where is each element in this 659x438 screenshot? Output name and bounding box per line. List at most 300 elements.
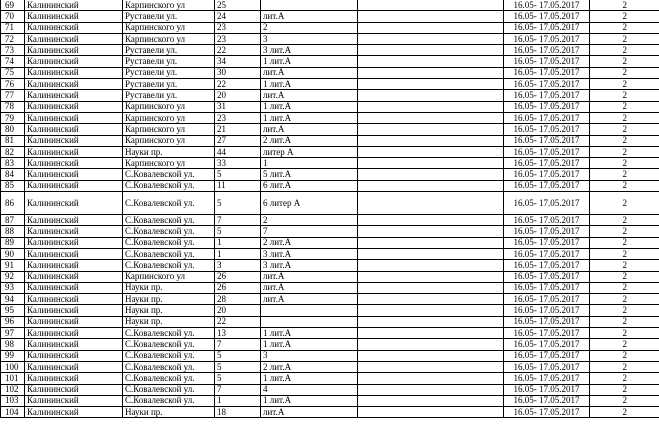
table-row (1, 237, 659, 248)
row-number: 71 (1, 22, 25, 33)
row-number: 69 (1, 0, 25, 11)
house-number-cell: 7 (215, 215, 261, 226)
building-letter-cell: лит.А (261, 294, 358, 305)
count-cell: 2 (590, 328, 659, 339)
empty-cell (358, 282, 504, 293)
empty-cell (358, 316, 504, 327)
empty-cell (358, 305, 504, 316)
street-cell: Карпинского ул (123, 158, 215, 169)
date-range-cell: 16.05- 17.05.2017 (504, 0, 590, 11)
row-number: 74 (1, 56, 25, 67)
table-row (1, 361, 659, 372)
building-letter-cell: 2 лит.А (261, 237, 358, 248)
row-number: 93 (1, 282, 25, 293)
building-letter-cell: 6 литер А (261, 192, 358, 215)
row-number: 76 (1, 79, 25, 90)
building-letter-cell: 3 (261, 350, 358, 361)
count-cell: 2 (590, 395, 659, 406)
count-cell: 2 (590, 248, 659, 259)
empty-cell (358, 11, 504, 22)
table-row (1, 350, 659, 361)
row-number: 83 (1, 158, 25, 169)
date-range-cell: 16.05- 17.05.2017 (504, 45, 590, 56)
house-number-cell: 5 (215, 373, 261, 384)
building-letter-cell: 1 лит.А (261, 79, 358, 90)
date-range-cell: 16.05- 17.05.2017 (504, 237, 590, 248)
count-cell: 2 (590, 316, 659, 327)
house-number-cell: 1 (215, 248, 261, 259)
district-cell: Калининский (25, 124, 123, 135)
house-number-cell: 3 (215, 260, 261, 271)
table-row (1, 226, 659, 237)
building-letter-cell: 3 (261, 33, 358, 44)
row-number: 89 (1, 237, 25, 248)
district-cell: Калининский (25, 339, 123, 350)
table-row (1, 146, 659, 157)
district-cell: Калининский (25, 11, 123, 22)
district-cell: Калининский (25, 22, 123, 33)
table-row (1, 22, 659, 33)
building-letter-cell (261, 305, 358, 316)
building-letter-cell: 4 (261, 384, 358, 395)
date-range-cell: 16.05- 17.05.2017 (504, 90, 590, 101)
street-cell: С.Ковалевской ул. (123, 328, 215, 339)
district-cell: Калининский (25, 158, 123, 169)
table-row (1, 328, 659, 339)
row-number: 96 (1, 316, 25, 327)
house-number-cell: 31 (215, 101, 261, 112)
district-cell: Калининский (25, 33, 123, 44)
count-cell: 2 (590, 101, 659, 112)
table-row (1, 373, 659, 384)
district-cell: Калининский (25, 305, 123, 316)
count-cell: 2 (590, 407, 659, 418)
count-cell: 2 (590, 260, 659, 271)
count-cell: 2 (590, 146, 659, 157)
count-cell: 2 (590, 112, 659, 123)
house-number-cell: 1 (215, 237, 261, 248)
empty-cell (358, 350, 504, 361)
building-letter-cell: 1 лит.А (261, 339, 358, 350)
house-number-cell: 24 (215, 11, 261, 22)
street-cell: Карпинского ул (123, 135, 215, 146)
empty-cell (358, 361, 504, 372)
row-number: 84 (1, 169, 25, 180)
table-row (1, 192, 659, 215)
house-number-cell: 13 (215, 328, 261, 339)
date-range-cell: 16.05- 17.05.2017 (504, 328, 590, 339)
district-cell: Калининский (25, 271, 123, 282)
row-number: 78 (1, 101, 25, 112)
empty-cell (358, 226, 504, 237)
count-cell: 2 (590, 56, 659, 67)
house-number-cell: 34 (215, 56, 261, 67)
house-number-cell: 7 (215, 339, 261, 350)
district-cell: Калининский (25, 237, 123, 248)
street-cell: Науки пр. (123, 294, 215, 305)
row-number: 85 (1, 180, 25, 191)
count-cell: 2 (590, 339, 659, 350)
empty-cell (358, 67, 504, 78)
row-number: 81 (1, 135, 25, 146)
house-number-cell: 25 (215, 0, 261, 11)
district-cell: Калининский (25, 361, 123, 372)
count-cell: 2 (590, 22, 659, 33)
building-letter-cell: лит.А (261, 11, 358, 22)
house-number-cell: 28 (215, 294, 261, 305)
table-row (1, 248, 659, 259)
street-cell: С.Ковалевской ул. (123, 373, 215, 384)
date-range-cell: 16.05- 17.05.2017 (504, 146, 590, 157)
empty-cell (358, 373, 504, 384)
district-cell: Калининский (25, 0, 123, 11)
district-cell: Калининский (25, 101, 123, 112)
row-number: 97 (1, 328, 25, 339)
table-row (1, 407, 659, 418)
date-range-cell: 16.05- 17.05.2017 (504, 56, 590, 67)
street-cell: Карпинского ул (123, 101, 215, 112)
building-letter-cell: 1 лит.А (261, 328, 358, 339)
row-number: 86 (1, 192, 25, 215)
date-range-cell: 16.05- 17.05.2017 (504, 192, 590, 215)
house-number-cell: 20 (215, 305, 261, 316)
count-cell: 2 (590, 79, 659, 90)
date-range-cell: 16.05- 17.05.2017 (504, 226, 590, 237)
empty-cell (358, 407, 504, 418)
street-cell: Науки пр. (123, 305, 215, 316)
date-range-cell: 16.05- 17.05.2017 (504, 33, 590, 44)
building-letter-cell: 3 лит.А (261, 248, 358, 259)
building-letter-cell: 6 лит.А (261, 180, 358, 191)
street-cell: Карпинского ул (123, 124, 215, 135)
date-range-cell: 16.05- 17.05.2017 (504, 282, 590, 293)
empty-cell (358, 90, 504, 101)
table-row (1, 101, 659, 112)
row-number: 102 (1, 384, 25, 395)
date-range-cell: 16.05- 17.05.2017 (504, 260, 590, 271)
street-cell: С.Ковалевской ул. (123, 248, 215, 259)
date-range-cell: 16.05- 17.05.2017 (504, 373, 590, 384)
building-letter-cell: 7 (261, 226, 358, 237)
count-cell: 2 (590, 169, 659, 180)
count-cell: 2 (590, 135, 659, 146)
building-letter-cell: лит.А (261, 124, 358, 135)
house-number-cell: 21 (215, 124, 261, 135)
house-number-cell: 7 (215, 384, 261, 395)
table-row (1, 305, 659, 316)
row-number: 92 (1, 271, 25, 282)
house-number-cell: 30 (215, 67, 261, 78)
empty-cell (358, 0, 504, 11)
empty-cell (358, 294, 504, 305)
district-cell: Калининский (25, 112, 123, 123)
table-row (1, 316, 659, 327)
district-cell: Калининский (25, 169, 123, 180)
building-letter-cell: 1 (261, 158, 358, 169)
district-cell: Калининский (25, 90, 123, 101)
building-letter-cell: 2 (261, 215, 358, 226)
row-number: 72 (1, 33, 25, 44)
district-cell: Калининский (25, 407, 123, 418)
empty-cell (358, 248, 504, 259)
district-cell: Калининский (25, 316, 123, 327)
empty-cell (358, 271, 504, 282)
house-number-cell: 5 (215, 361, 261, 372)
row-number: 87 (1, 215, 25, 226)
empty-cell (358, 135, 504, 146)
table-row (1, 112, 659, 123)
empty-cell (358, 146, 504, 157)
street-cell: С.Ковалевской ул. (123, 215, 215, 226)
empty-cell (358, 339, 504, 350)
table-row (1, 215, 659, 226)
street-cell: Карпинского ул (123, 112, 215, 123)
date-range-cell: 16.05- 17.05.2017 (504, 271, 590, 282)
table-row (1, 135, 659, 146)
date-range-cell: 16.05- 17.05.2017 (504, 407, 590, 418)
table-row (1, 124, 659, 135)
district-cell: Калининский (25, 192, 123, 215)
district-cell: Калининский (25, 135, 123, 146)
date-range-cell: 16.05- 17.05.2017 (504, 169, 590, 180)
house-number-cell: 23 (215, 22, 261, 33)
count-cell: 2 (590, 45, 659, 56)
street-cell: Карпинского ул (123, 271, 215, 282)
count-cell: 2 (590, 33, 659, 44)
count-cell: 2 (590, 0, 659, 11)
house-number-cell: 5 (215, 350, 261, 361)
row-number: 80 (1, 124, 25, 135)
empty-cell (358, 79, 504, 90)
empty-cell (358, 237, 504, 248)
street-cell: С.Ковалевской ул. (123, 350, 215, 361)
row-number: 99 (1, 350, 25, 361)
street-cell: С.Ковалевской ул. (123, 339, 215, 350)
row-number: 104 (1, 407, 25, 418)
date-range-cell: 16.05- 17.05.2017 (504, 67, 590, 78)
table-row (1, 158, 659, 169)
row-number: 98 (1, 339, 25, 350)
table-row (1, 67, 659, 78)
street-cell: Науки пр. (123, 282, 215, 293)
street-cell: Руставели ул. (123, 79, 215, 90)
district-cell: Калининский (25, 294, 123, 305)
district-cell: Калининский (25, 180, 123, 191)
empty-cell (358, 45, 504, 56)
date-range-cell: 16.05- 17.05.2017 (504, 305, 590, 316)
count-cell: 2 (590, 192, 659, 215)
table-row (1, 260, 659, 271)
count-cell: 2 (590, 271, 659, 282)
building-letter-cell: 1 лит.А (261, 373, 358, 384)
district-cell: Калининский (25, 248, 123, 259)
building-letter-cell (261, 0, 358, 11)
empty-cell (358, 158, 504, 169)
count-cell: 2 (590, 237, 659, 248)
building-letter-cell: 3 лит.А (261, 45, 358, 56)
district-cell: Калининский (25, 282, 123, 293)
count-cell: 2 (590, 305, 659, 316)
row-number: 91 (1, 260, 25, 271)
empty-cell (358, 124, 504, 135)
count-cell: 2 (590, 11, 659, 22)
district-cell: Калининский (25, 384, 123, 395)
house-number-cell: 5 (215, 192, 261, 215)
row-number: 88 (1, 226, 25, 237)
district-cell: Калининский (25, 373, 123, 384)
date-range-cell: 16.05- 17.05.2017 (504, 135, 590, 146)
table-row (1, 395, 659, 406)
count-cell: 2 (590, 90, 659, 101)
building-letter-cell: 1 лит.А (261, 395, 358, 406)
row-number: 100 (1, 361, 25, 372)
street-cell: С.Ковалевской ул. (123, 395, 215, 406)
table-row (1, 90, 659, 101)
empty-cell (358, 180, 504, 191)
building-letter-cell: 3 лит.А (261, 260, 358, 271)
street-cell: Науки пр. (123, 316, 215, 327)
street-cell: Науки пр. (123, 146, 215, 157)
date-range-cell: 16.05- 17.05.2017 (504, 180, 590, 191)
street-cell: С.Ковалевской ул. (123, 192, 215, 215)
count-cell: 2 (590, 215, 659, 226)
district-cell: Калининский (25, 67, 123, 78)
district-cell: Калининский (25, 45, 123, 56)
house-number-cell: 18 (215, 407, 261, 418)
building-letter-cell: 1 лит.А (261, 56, 358, 67)
date-range-cell: 16.05- 17.05.2017 (504, 248, 590, 259)
count-cell: 2 (590, 373, 659, 384)
street-cell: С.Ковалевской ул. (123, 361, 215, 372)
building-letter-cell: лит.А (261, 282, 358, 293)
date-range-cell: 16.05- 17.05.2017 (504, 11, 590, 22)
house-number-cell: 26 (215, 282, 261, 293)
date-range-cell: 16.05- 17.05.2017 (504, 112, 590, 123)
count-cell: 2 (590, 350, 659, 361)
count-cell: 2 (590, 294, 659, 305)
street-cell: С.Ковалевской ул. (123, 260, 215, 271)
table-row (1, 294, 659, 305)
street-cell: С.Ковалевской ул. (123, 180, 215, 191)
empty-cell (358, 328, 504, 339)
date-range-cell: 16.05- 17.05.2017 (504, 294, 590, 305)
district-cell: Калининский (25, 395, 123, 406)
district-cell: Калининский (25, 350, 123, 361)
empty-cell (358, 395, 504, 406)
date-range-cell: 16.05- 17.05.2017 (504, 350, 590, 361)
empty-cell (358, 215, 504, 226)
house-number-cell: 1 (215, 395, 261, 406)
table-row (1, 0, 659, 11)
street-cell: Руставели ул. (123, 45, 215, 56)
count-cell: 2 (590, 124, 659, 135)
table-row (1, 180, 659, 191)
count-cell: 2 (590, 361, 659, 372)
row-number: 77 (1, 90, 25, 101)
count-cell: 2 (590, 180, 659, 191)
building-letter-cell: 2 (261, 22, 358, 33)
street-cell: Карпинского ул (123, 22, 215, 33)
building-letter-cell: 1 лит.А (261, 101, 358, 112)
district-cell: Калининский (25, 226, 123, 237)
house-number-cell: 5 (215, 226, 261, 237)
date-range-cell: 16.05- 17.05.2017 (504, 124, 590, 135)
street-cell: Руставели ул. (123, 56, 215, 67)
building-letter-cell: 2 лит.А (261, 135, 358, 146)
row-number: 73 (1, 45, 25, 56)
count-cell: 2 (590, 282, 659, 293)
district-cell: Калининский (25, 260, 123, 271)
table-row (1, 384, 659, 395)
house-number-cell: 44 (215, 146, 261, 157)
date-range-cell: 16.05- 17.05.2017 (504, 22, 590, 33)
table-row (1, 33, 659, 44)
row-number: 95 (1, 305, 25, 316)
empty-cell (358, 384, 504, 395)
building-letter-cell: литер А (261, 146, 358, 157)
date-range-cell: 16.05- 17.05.2017 (504, 79, 590, 90)
row-number: 75 (1, 67, 25, 78)
date-range-cell: 16.05- 17.05.2017 (504, 101, 590, 112)
empty-cell (358, 56, 504, 67)
empty-cell (358, 33, 504, 44)
empty-cell (358, 192, 504, 215)
empty-cell (358, 101, 504, 112)
row-number: 90 (1, 248, 25, 259)
date-range-cell: 16.05- 17.05.2017 (504, 316, 590, 327)
district-cell: Калининский (25, 56, 123, 67)
row-number: 79 (1, 112, 25, 123)
street-cell: Руставели ул. (123, 11, 215, 22)
count-cell: 2 (590, 158, 659, 169)
street-cell: С.Ковалевской ул. (123, 169, 215, 180)
district-cell: Калининский (25, 215, 123, 226)
empty-cell (358, 22, 504, 33)
building-letter-cell: лит.А (261, 271, 358, 282)
district-cell: Калининский (25, 328, 123, 339)
building-letter-cell: лит.А (261, 90, 358, 101)
row-number: 101 (1, 373, 25, 384)
table-row (1, 339, 659, 350)
empty-cell (358, 169, 504, 180)
building-letter-cell: 2 лит.А (261, 361, 358, 372)
table-row (1, 271, 659, 282)
street-cell: Карпинского ул (123, 0, 215, 11)
table-row (1, 169, 659, 180)
date-range-cell: 16.05- 17.05.2017 (504, 158, 590, 169)
house-number-cell: 23 (215, 33, 261, 44)
table-row (1, 11, 659, 22)
count-cell: 2 (590, 384, 659, 395)
row-number: 70 (1, 11, 25, 22)
street-cell: С.Ковалевской ул. (123, 237, 215, 248)
date-range-cell: 16.05- 17.05.2017 (504, 384, 590, 395)
count-cell: 2 (590, 67, 659, 78)
street-cell: Руставели ул. (123, 90, 215, 101)
house-number-cell: 33 (215, 158, 261, 169)
house-number-cell: 5 (215, 169, 261, 180)
district-cell: Калининский (25, 79, 123, 90)
street-cell: Карпинского ул (123, 33, 215, 44)
house-number-cell: 20 (215, 90, 261, 101)
count-cell: 2 (590, 226, 659, 237)
house-number-cell: 26 (215, 271, 261, 282)
table-row (1, 56, 659, 67)
district-cell: Калининский (25, 146, 123, 157)
house-number-cell: 23 (215, 112, 261, 123)
empty-cell (358, 260, 504, 271)
building-letter-cell: лит.А (261, 407, 358, 418)
